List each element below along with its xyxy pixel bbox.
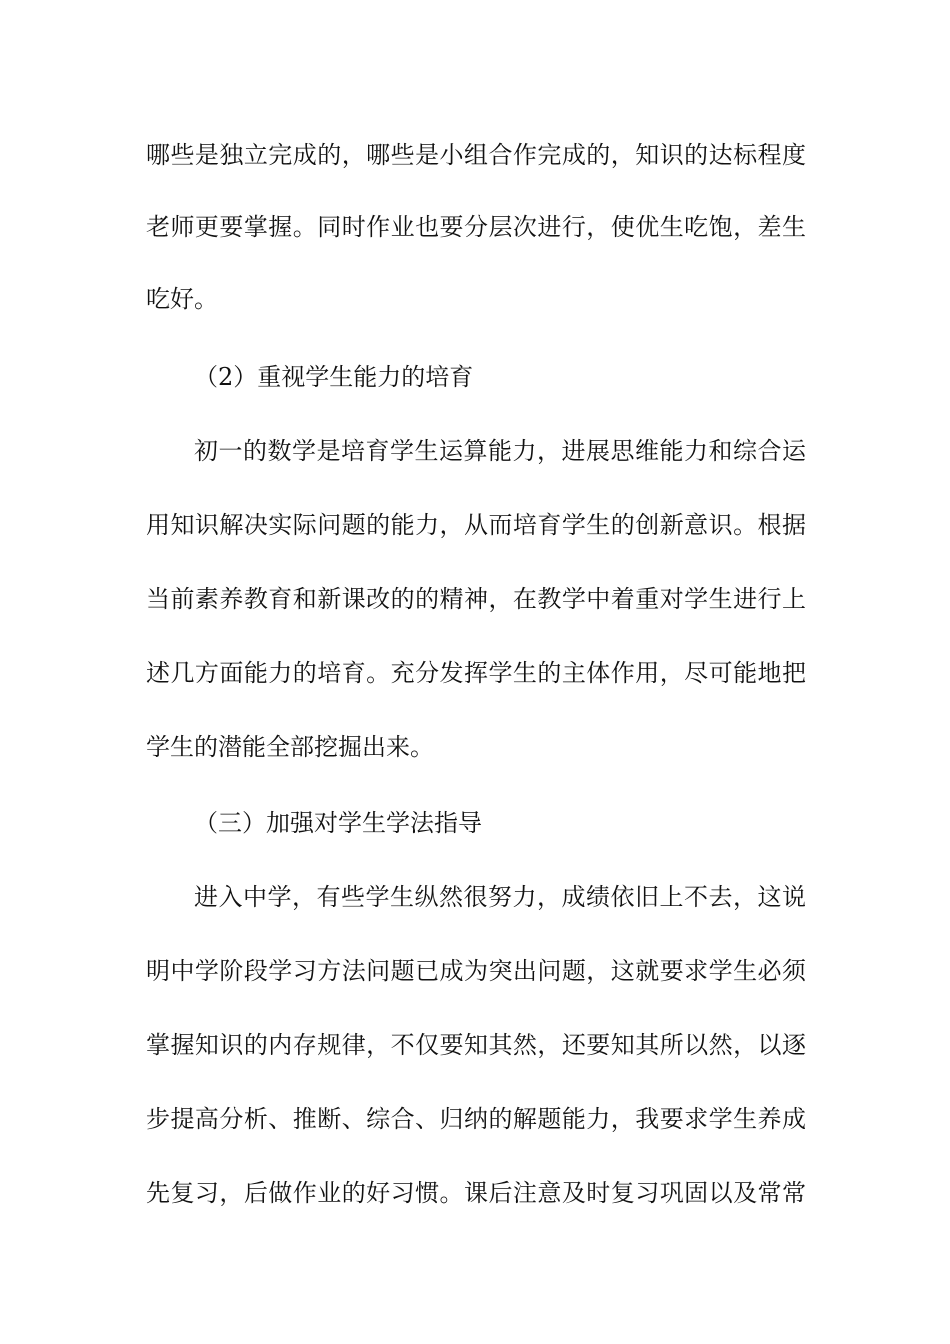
paragraph-line: 明中学阶段学习方法问题已成为突出问题，这就要求学生必须	[146, 957, 806, 985]
paragraph-line: 进入中学，有些学生纵然很努力，成绩依旧上不去，这说	[194, 883, 806, 911]
paragraph-line: 述几方面能力的培育。充分发挥学生的主体作用，尽可能地把	[146, 659, 806, 687]
paragraph-line: 步提高分析、推断、综合、归纳的解题能力，我要求学生养成	[146, 1105, 806, 1133]
paragraph-line: 老师更要掌握。同时作业也要分层次进行，使优生吃饱，差生	[146, 213, 806, 241]
paragraph-line: 先复习，后做作业的好习惯。课后注意及时复习巩固以及常常	[146, 1179, 806, 1207]
paragraph-line: 用知识解决实际问题的能力，从而培育学生的创新意识。根据	[146, 511, 806, 539]
paragraph-line: 掌握知识的内存规律，不仅要知其然，还要知其所以然，以逐	[146, 1031, 806, 1059]
paragraph-line: 当前素养教育和新课改的的精神，在教学中着重对学生进行上	[146, 585, 806, 613]
paragraph-line: 吃好。	[146, 285, 218, 313]
section-heading: （2）重视学生能力的培育	[194, 363, 474, 391]
paragraph-line: 学生的潜能全部挖掘出来。	[146, 733, 434, 761]
paragraph-line: 哪些是独立完成的，哪些是小组合作完成的，知识的达标程度	[146, 141, 806, 169]
section-heading: （三）加强对学生学法指导	[194, 809, 482, 837]
paragraph-line: 初一的数学是培育学生运算能力，进展思维能力和综合运	[194, 437, 806, 465]
